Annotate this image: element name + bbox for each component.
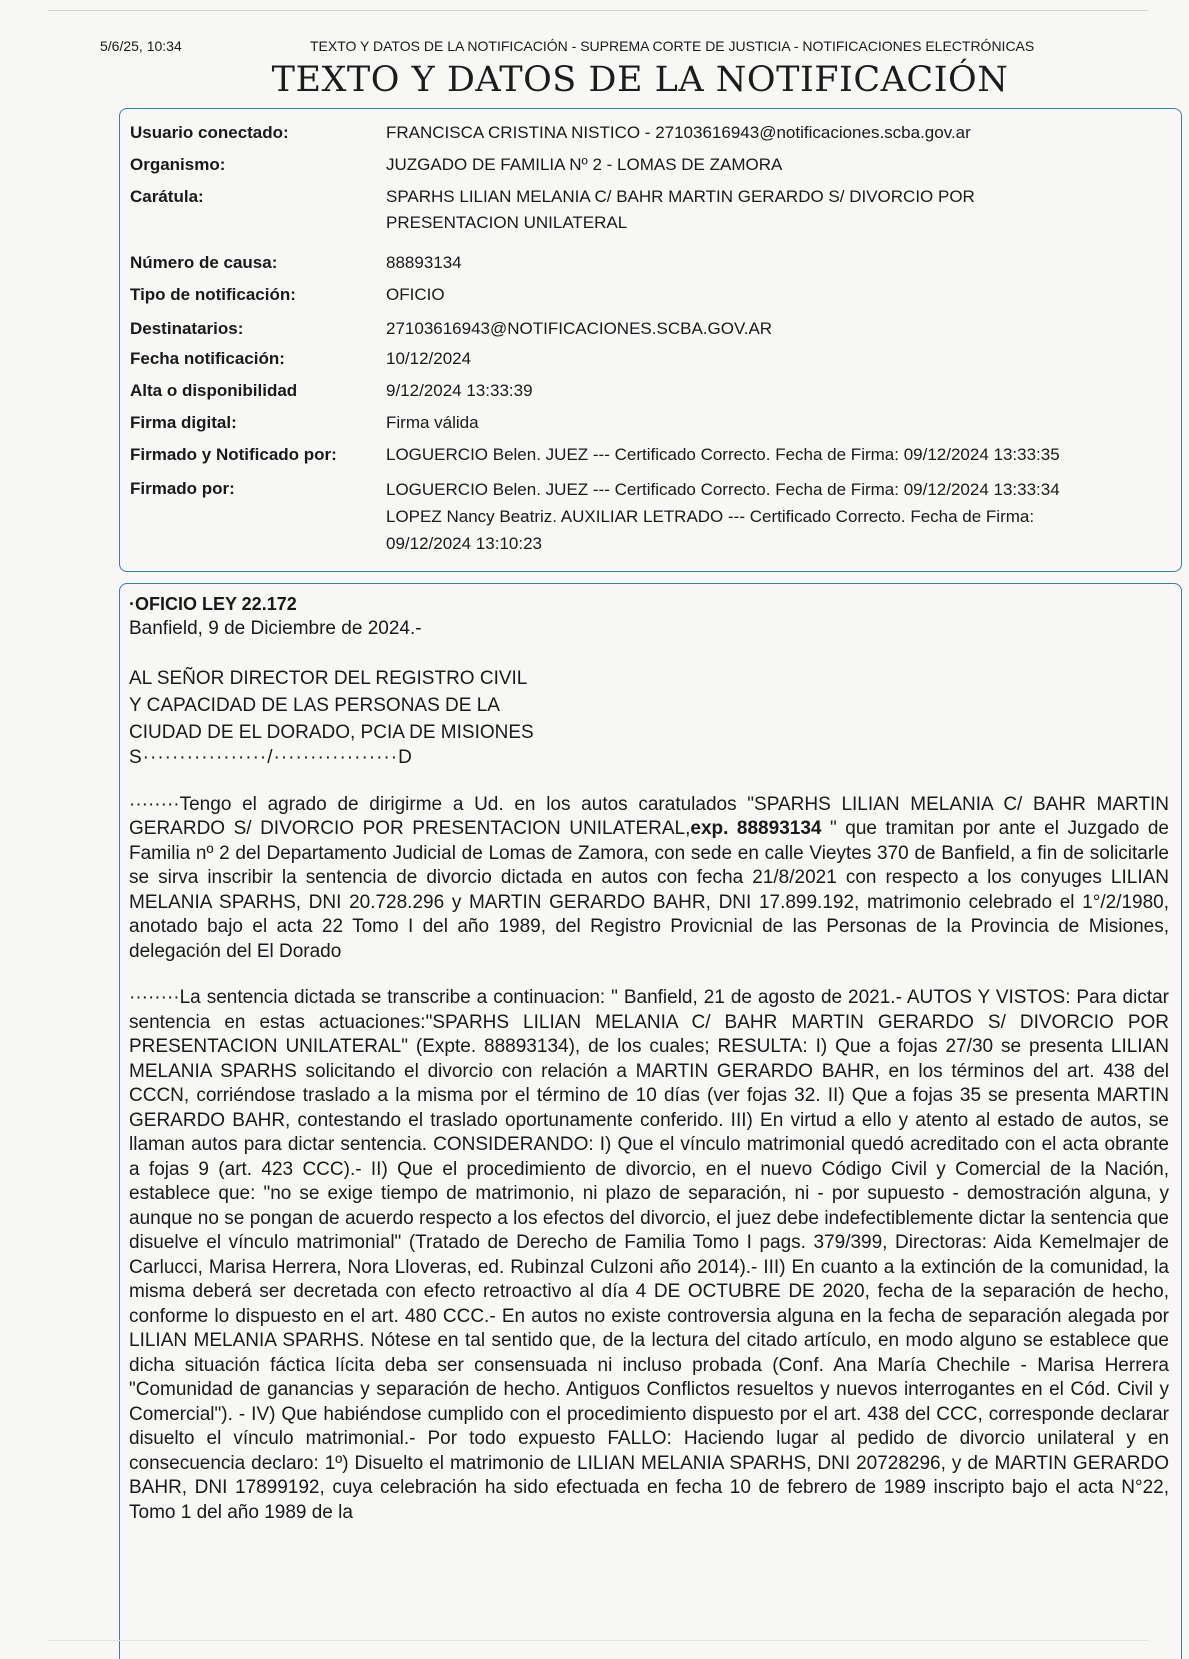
field-value: LOGUERCIO Belen. JUEZ --- Certificado Correcto. Fecha de Firma: 09/12/2024 13:33:35	[386, 445, 1060, 464]
print-title: TEXTO Y DATOS DE LA NOTIFICACIÓN - SUPREMA CORTE DE JUSTICIA - NOTIFICACIONES ELECTRÓNICAS	[310, 38, 1035, 54]
field-label: Fecha notificación:	[130, 349, 285, 368]
field-label: Organismo:	[130, 155, 226, 174]
expediente-number: exp. 88893134	[690, 818, 822, 839]
addressee: AL SEÑOR DIRECTOR DEL REGISTRO CIVIL Y CAPACIDAD DE LAS PERSONAS DE LA CIUDAD DE EL DORADO, PCIA DE MISIONES	[129, 668, 534, 743]
paragraph-sentence: ········La sentencia dictada se transcribe a continuacion: " Banfield, 21 de agosto de 2021.- AUTOS Y VISTOS: Para dictar sentencia en estas actuaciones:"SPARHS LILIAN MELANIA C/ BAHR MARTIN GERARDO S/ DIVORCIO POR PRESENTACION UNILATERAL" (Expte. 88893134), de los cuales; RESULTA: I) Que a fojas 27/30 se presenta LILIAN MELANIA SPARHS solicitando el divorcio con relación a MARTIN GERARDO BAHR, en los términos del art. 438 del CCCN, corriéndose traslado a la misma por el término de 10 días (ver fojas 32. II) Que a fojas 35 se presenta MARTIN GERARDO BAHR, contestando el traslado oportunamente conferido. III) En virtud a ello y atento al estado de autos, se llaman autos para dictar sentencia. CONSIDERANDO: I) Que el vínculo matrimonial quedó acreditado con el acta obrante a fojas 9 (art. 423 CCC).- II) Que el procedimiento de divorcio, en el nuevo Código Civil y Comercial de la Nación, establece que: "no se exige tiempo de matrimonio, ni plazo de separación, ni - por supuesto - demostración alguna, y aunque no se pongan de acuerdo respecto a los efectos del divorcio, el juez debe indefectiblemente dictar la sentencia que disuelve el vínculo matrimonial" (Tratado de Derecho de Familia Tomo I pags. 379/399, Directoras: Aida Kemelmajer de Carlucci, Marisa Herrera, Nora Lloveras, ed. Rubinzal Culzoni año 2014).- III) En cuanto a la extinción de la comunidad, la misma deberá ser decretada con efecto retroactivo al día 4 DE OCTUBRE DE 2020, fecha de la separación de hecho, conforme lo dispuesto en el art. 480 CCC.- En autos no existe controversia alguna en la fecha de separación alegada por LILIAN MELANIA SPARHS. Nótese en tal sentido que, de la lectura del citado artículo, en modo alguno se establece que dicha situación fáctica lícita deba ser consensuada ni incluso probada (Conf. Ana María Chechile - Marisa Herrera "Comunidad de ganancias y separación de hecho. Antiguos Conflictos resueltos y nuevos interrogantes en el Cód. Civil y Comercial"). - IV) Que habiéndose cumplido con el procedimiento dispuesto por el art. 438 del CCC, corresponde declarar disuelto el vínculo matrimonial.- Por todo expuesto FALLO: Haciendo lugar al pedido de divorcio unilateral y en consecuencia declaro: 1º) Disuelto el matrimonio de LILIAN MELANIA SPARHS, DNI 20728296, y de MARTIN GERARDO BAHR, DNI 17899192, cuya celebración ha sido efectuada en fecha 10 de febrero de 1989 inscripto bajo el acta N°22, Tomo 1 del año 1989 de la	[129, 987, 1169, 1523]
field-label: Firmado y Notificado por:	[130, 445, 337, 464]
place-date: Banfield, 9 de Diciembre de 2024.-	[129, 617, 422, 639]
print-date: 5/6/25, 10:34	[100, 38, 182, 54]
print-header	[100, 38, 1140, 58]
document-body	[129, 592, 1169, 1547]
salutation-sd: S·················/·················D	[129, 747, 413, 768]
paragraph-text: ········Tengo el agrado de dirigirme a Ud. en los autos caratulados "SPARHS LILIAN MELANIA C/ BAHR MARTIN GERARDO S/ DIVORCIO POR PRESENTACION UNILATERAL,	[129, 793, 1169, 839]
field-label: Carátula:	[130, 187, 204, 206]
paragraph-request	[129, 793, 1169, 965]
field-value: SPARHS LILIAN MELANIA C/ BAHR MARTIN GERARDO S/ DIVORCIO POR PRESENTACION UNILATERAL	[386, 187, 975, 232]
footer-rule	[48, 1640, 1148, 1641]
field-value: 88893134	[386, 253, 462, 272]
page-title: TEXTO Y DATOS DE LA NOTIFICACIÓN	[271, 60, 1009, 100]
field-label: Firma digital:	[130, 413, 237, 432]
field-label: Alta o disponibilidad	[130, 381, 298, 400]
field-value: LOGUERCIO Belen. JUEZ --- Certificado Correcto. Fecha de Firma: 09/12/2024 13:33:34 LOPEZ Nancy Beatriz. AUXILIAR LETRADO --- Certificado Correcto. Fecha de Firma: 09/12/2024 13:10:23	[386, 480, 1060, 553]
field-value: FRANCISCA CRISTINA NISTICO - 27103616943@notificaciones.scba.gov.ar	[386, 123, 971, 142]
document-heading: ·OFICIO LEY 22.172	[129, 594, 297, 614]
field-label: Destinatarios:	[130, 319, 244, 338]
field-value: OFICIO	[386, 285, 445, 304]
field-label: Número de causa:	[130, 253, 278, 272]
field-label: Tipo de notificación:	[130, 285, 296, 304]
field-value: Firma válida	[386, 413, 479, 432]
top-rule	[48, 10, 1148, 11]
field-value: JUZGADO DE FAMILIA Nº 2 - LOMAS DE ZAMORA	[386, 155, 783, 174]
field-label: Firmado por:	[130, 479, 235, 498]
field-label: Usuario conectado:	[130, 123, 289, 142]
field-value: 10/12/2024	[386, 349, 472, 368]
field-value: 27103616943@NOTIFICACIONES.SCBA.GOV.AR	[386, 319, 773, 338]
paragraph-text: " que tramitan por ante el Juzgado de Familia nº 2 del Departamento Judicial de Lomas de Zamora, con sede en calle Vieytes 370 de Banfield, a fin de solicitarle se sirva inscribir la sentencia de divorcio dictada en autos con fecha 21/8/2021 con respecto a los conyuges LILIAN MELANIA SPARHS, DNI 20.728.296 y MARTIN GERARDO BAHR, DNI 17.899.192, matrimonio celebrado el 1°/2/1980, anotado bajo el acta 22 Tomo I del año 1989, del Registro Provicnial de las Personas de la Provincia de Misiones, delegación del El Dorado	[129, 818, 1169, 962]
field-value: 9/12/2024 13:33:39	[386, 381, 533, 400]
